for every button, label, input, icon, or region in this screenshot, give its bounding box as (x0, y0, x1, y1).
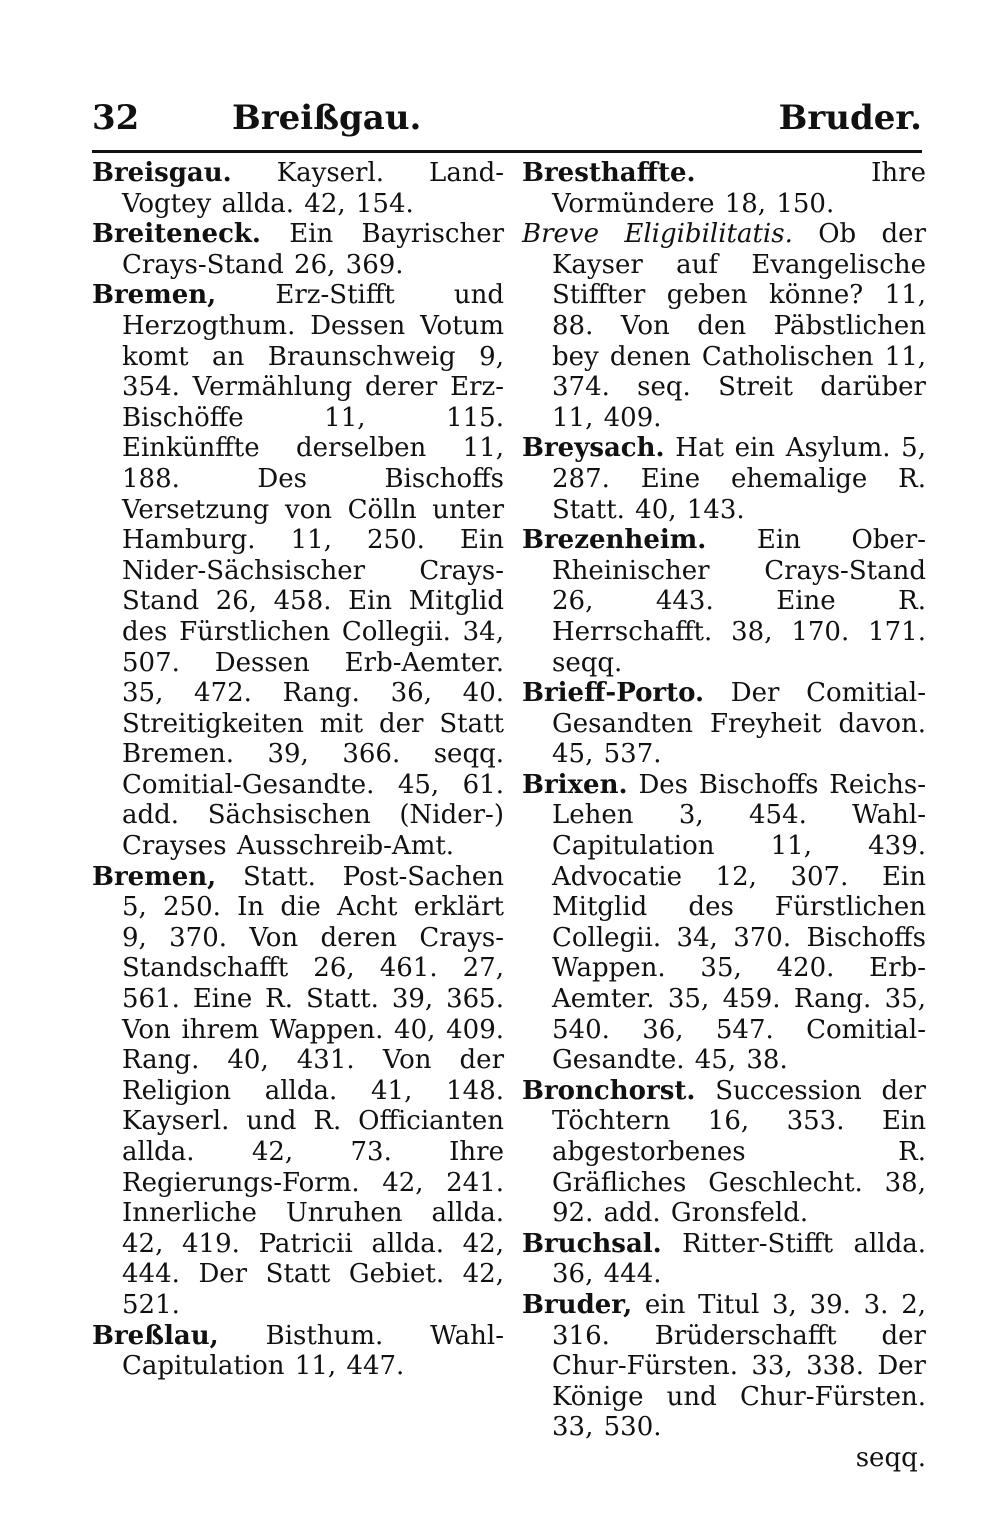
index-entry (522, 1229, 926, 1290)
entry-text: Erz-Stifft und Herzogthum. Dessen Votum komt an Braunschweig 9, 354. Vermählung derer Erz-Bischöffe 11, 115. Einkünffte derselben 11, 188. Des Bischoffs Versetzung von Cölln unter Hamburg. 11, 250. Ein Nider-Sächsischer Crays-Stand 26, 458. Ein Mitglid des Fürstlichen Collegii. 34, 507. Dessen Erb-Aemter. 35, 472. Rang. 36, 40. Streitigkeiten mit der Statt Bremen. 39, 366. seqq. Comitial-Gesandte. 45, 61. add. Sächsischen (Nider-) Crayses Ausschreib-Amt. (122, 280, 504, 862)
continuation-text: seqq. (855, 1442, 926, 1473)
index-entry (92, 280, 504, 861)
index-entry (522, 433, 926, 525)
entry-text: Statt. Post-Sachen 5, 250. In die Acht erklärt 9, 370. Von deren Crays-Standschafft 26, 461. 27, 561. Eine R. Statt. 39, 365. Von ihrem Wappen. 40, 409. Rang. 40, 431. Von der Religion allda. 41, 148. Kayserl. und R. Officianten allda. 42, 73. Ihre Regierungs-Form. 42, 241. Innerliche Unruhen allda. 42, 419. Patricii allda. 42, 444. Der Statt Gebiet. 42, 521. (122, 861, 505, 1320)
entry-headword: Breßlau, (92, 1320, 219, 1351)
right-column (522, 158, 926, 1474)
entry-headword: Brixen. (522, 769, 628, 800)
entry-text: Ritter-Stifft allda. 36, 444. (552, 1228, 926, 1290)
entry-text: Der Comitial-Gesandten Freyheit davon. 45, 537. (552, 678, 926, 770)
index-entry (92, 862, 504, 1321)
running-header (92, 96, 922, 140)
entry-headword: Bronchorst. (522, 1075, 696, 1106)
entry-text: Bisthum. Wahl-Capitulation 11, 447. (122, 1320, 504, 1382)
index-entry (92, 158, 504, 219)
entry-text: Ein Ober-Rheinischer Crays-Stand 26, 443. Eine R. Herrschafft. 38, 170. 171. seqq. (552, 525, 926, 678)
entry-text: Ob der Kayser auf Evangelische Stiffter geben könne? 11, 88. Von den Päbstlichen bey denen Catholischen 11, 374. seq. Streit darüber 11, 409. (552, 219, 927, 433)
entry-text: ein Titul 3, 39. 3. 2, 316. Brüderschafft der Chur-Fürsten. 33, 338. Der Könige und Chur-Fürsten. 33, 530. (552, 1289, 926, 1443)
entry-headword: Breisgau. (92, 158, 232, 188)
page-number: 32 (92, 98, 140, 138)
entry-text: Kayserl. Land-Vogtey allda. 42, 154. (122, 158, 505, 219)
entry-text: Ein Bayrischer Crays-Stand 26, 369. (122, 219, 505, 280)
index-entry (92, 219, 504, 280)
index-entry (92, 1321, 504, 1382)
entry-text: Des Bischoffs Reichs-Lehen 3, 454. Wahl-Capitulation 11, 439. Advocatie 12, 307. Ein Mitglid des Fürstlichen Collegii. 34, 370. Bischoffs Wappen. 35, 420. Erb-Aemter. 35, 459. Rang. 35, 540. 36, 547. Comitial-Gesandte. 45, 38. (552, 769, 927, 1076)
entry-headword: Brezenheim. (522, 525, 707, 556)
index-entry (522, 525, 926, 678)
index-entry (522, 219, 926, 433)
index-entry (522, 1290, 926, 1443)
index-entry (522, 770, 926, 1076)
index-entry (522, 158, 926, 219)
entry-headword: Bruder, (522, 1289, 633, 1320)
left-column (92, 158, 504, 1382)
left-running-head: Breißgau. (232, 98, 422, 138)
index-entry (522, 678, 926, 770)
entry-headword: Brieff-Porto. (522, 678, 705, 709)
entry-text: Hat ein Asylum. 5, 287. Eine ehemalige R. Statt. 40, 143. (552, 433, 926, 525)
header-rule (92, 150, 922, 153)
right-running-head: Bruder. (778, 98, 922, 138)
entry-headword: Bremen, (92, 861, 217, 892)
entry-text: Ihre Vormündere 18, 150. (552, 158, 926, 219)
entry-headword: Breve Eligibilitatis. (522, 219, 793, 250)
entry-text: Succession der Töchtern 16, 353. Ein abgestorbenes R. Gräfliches Geschlecht. 38, 92. add. Gronsfeld. (552, 1075, 926, 1229)
entry-headword: Breiteneck. (92, 219, 261, 250)
index-entry (522, 1076, 926, 1229)
entry-headword: Bruchsal. (522, 1228, 662, 1259)
entry-headword: Bremen, (92, 280, 217, 311)
entry-headword: Bresthaffte. (522, 158, 696, 188)
entry-headword: Breysach. (522, 433, 665, 464)
